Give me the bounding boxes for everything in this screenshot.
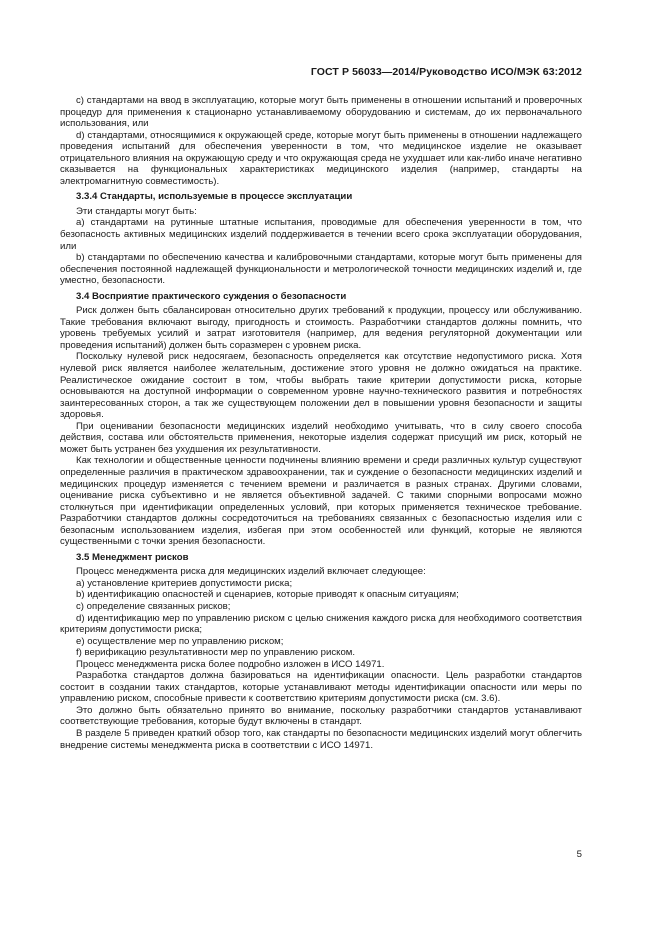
list-item-c: с) определение связанных рисков;	[76, 600, 231, 612]
list-item-d: d) стандартами, относящимися к окружающей среде, которые могут быть применены в отношении надлежащего проведения испытаний для обеспечения уверенности в том, что медицинское изделие не оказывает отрицательного влияния на окружающую среду и что окружающая среда не ухудшает или как-либо иначе негативно сказывается на функциональных характеристиках медицинского изделия (например, стандарты на электромагнитную совместимость).	[60, 129, 582, 187]
paragraph: Эти стандарты могут быть:	[76, 205, 197, 217]
list-item-b: b) идентификацию опасностей и сценариев, которые приводят к опасным ситуациям;	[76, 589, 459, 601]
list-item-d: d) идентификацию мер по управлению риском с целью снижения каждого риска для необходимого соответствия критериям допустимости риска;	[60, 612, 582, 636]
paragraph: Это должно быть обязательно принято во внимание, поскольку разработчики стандартов устанавливают соответствующие требования, которые будут включены в стандарт.	[60, 704, 582, 728]
section-heading-3-5: 3.5 Менеджмент рисков	[76, 551, 189, 563]
paragraph: При оценивании безопасности медицинских изделий необходимо учитывать, что в силу своего способа действия, состава или обстоятельств применения, некоторые изделия содержат присущий им риск, который не может быть устранен без ухудшения их результативности.	[60, 420, 582, 455]
paragraph: В разделе 5 приведен краткий обзор того, как стандарты по безопасности медицинских изделий могут облегчить внедрение системы менеджмента риска в соответствии с ИСО 14971.	[60, 727, 582, 751]
paragraph: Как технологии и общественные ценности подчинены влиянию времени и среди различных культур существуют определенные различия в практическом здравоохранении, так и суждение о безопасности медицинских изделий и медицинских процедур изменяется с течением времени и различается в разных странах. Другими словами, оценивание риска субъективно и не является объективной задачей. С такими спорными вопросами можно столкнуться при идентификации определенных условий, при которых применяется техническое требование. Разработчики стандартов должны сосредоточиться на требованиях связанных с безопасностью изделия или с безопасным использованием изделия, избегая при этом особенностей или функций, которые не являются существенными с точки зрения безопасности.	[60, 455, 582, 548]
paragraph: Риск должен быть сбалансирован относительно других требований к продукции, процессу или обслуживанию. Такие требования включают выгоду, пригодность и стоимость. Разработчики стандартов должны помнить, что уровень требуемых усилий и затрат изготовителя (например, для ведения регуляторной документации или проведения испытаний) должен быть соразмерен с уровнем риска.	[60, 305, 582, 351]
paragraph: Процесс менеджмента риска для медицинских изделий включает следующее:	[76, 566, 426, 578]
paragraph: Поскольку нулевой риск недосягаем, безопасность определяется как отсутствие недопустимого риска. Хотя нулевой риск является наиболее желательным, достижение этого уровня не должно ожидаться на практике. Реалистическое ожидание состоит в том, чтобы выбрать такие критерии допустимости риска, которые основываются на доступной информации о современном уровне научно-технического развития и потребностях заинтересованных сторон, а так же существующем положении дел в повышении уровня безопасности и защиты здоровья.	[60, 351, 582, 421]
list-item-c: с) стандартами на ввод в эксплуатацию, которые могут быть применены в отношении испытаний и проверочных процедур для применения к стационарно устанавливаемому оборудованию и системам, до их первоначального использования, или	[60, 95, 582, 130]
standard-header: ГОСТ Р 56033—2014/Руководство ИСО/МЭК 63:2012	[310, 66, 582, 78]
paragraph: Разработка стандартов должна базироваться на идентификации опасности. Цель разработки стандартов состоит в создании таких стандартов, которые устанавливают методы идентификации опасности или меры по управлению риском, способные привести к соответствию критериям допустимости риска (см. 3.6).	[60, 670, 582, 705]
list-item-a: а) установление критериев допустимости риска;	[76, 577, 293, 589]
list-item-f: f) верификацию результативности мер по управлению риском.	[76, 647, 356, 659]
list-item-a: а) стандартами на рутинные штатные испытания, проводимые для обеспечения уверенности в том, что безопасность активных медицинских изделий поддерживается в течении всего срока эксплуатации оборудования, или	[60, 217, 582, 252]
page-content	[60, 95, 582, 751]
paragraph: Процесс менеджмента риска более подробно изложен в ИСО 14971.	[76, 658, 385, 670]
list-item-b: b) стандартами по обеспечению качества и калибровочными стандартами, которые могут быть применены для обеспечения постоянной надлежащей функциональности и метрологической точности медицинских изделий и, где уместно, безопасности.	[60, 252, 582, 287]
list-item-e: е) осуществление мер по управлению риском;	[76, 635, 284, 647]
page-number: 5	[576, 849, 582, 860]
section-heading-3-4: 3.4 Восприятие практического суждения о безопасности	[76, 290, 347, 302]
section-heading-3-3-4: 3.3.4 Стандарты, используемые в процессе эксплуатации	[76, 191, 353, 203]
